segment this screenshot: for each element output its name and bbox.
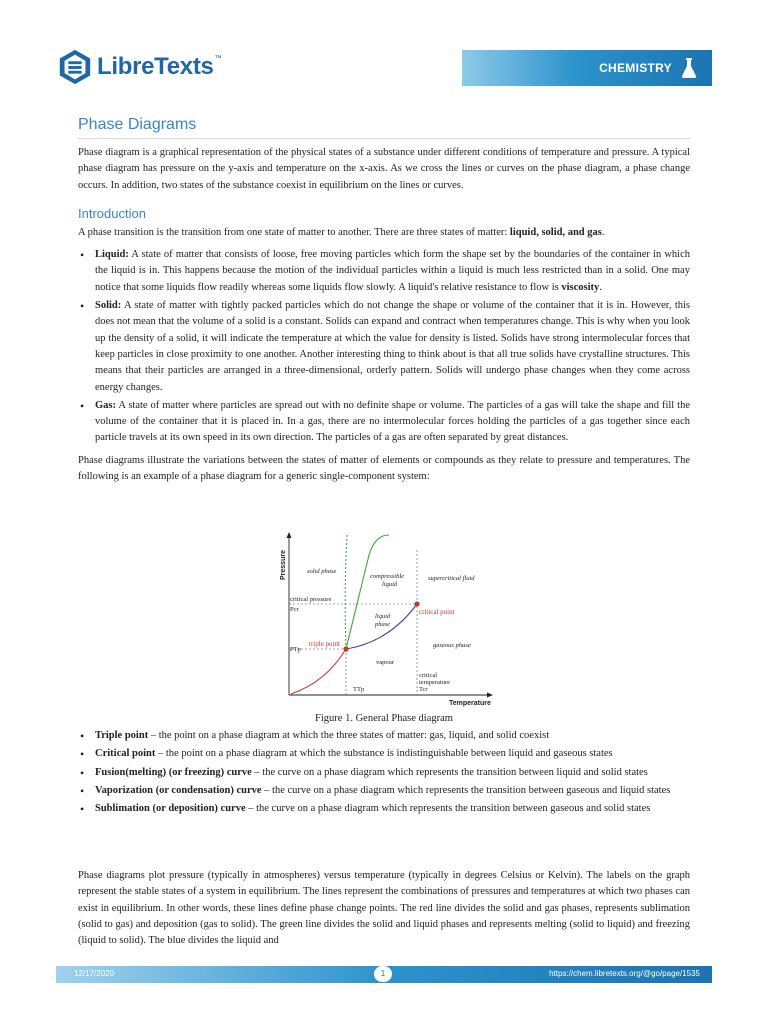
p-tp-label: PTp (290, 646, 301, 653)
logo-text: LibreTexts (97, 53, 214, 80)
definitions-list (78, 728, 690, 817)
page-title: Phase Diagrams (78, 116, 690, 139)
subject-label: CHEMISTRY (599, 61, 672, 75)
triple-point-marker (343, 646, 348, 651)
compressible-liquid-label-2: liquid (382, 581, 398, 588)
list-item-critical-point (78, 746, 690, 762)
lead-text: A phase transition is the transition from one state of matter to another. There are three states of matter: (78, 226, 510, 238)
triple-point-label: triple point (309, 640, 340, 648)
t-cr-label: Tcr (419, 686, 428, 693)
critical-temperature-label-2: temperature (419, 679, 451, 686)
page-number-badge: 1 (374, 966, 392, 982)
liquid-phase-label-1: liquid (375, 613, 391, 620)
footer-date: 12/17/2020 (74, 969, 115, 978)
list-item-solid (78, 298, 690, 396)
sublimation-curve (291, 649, 346, 694)
x-axis-label: Temperature (449, 700, 491, 707)
subject-banner[interactable] (462, 50, 712, 86)
term-triple-point: Triple point (95, 730, 149, 741)
term-gas: Gas: (95, 399, 116, 411)
sublimation-curve-definition: – the curve on a phase diagram which represents the transition between gaseous and solid states (245, 803, 651, 815)
term-liquid: Liquid: (95, 249, 129, 261)
page-footer (56, 966, 712, 983)
critical-point-label: critical point (419, 608, 455, 616)
lead-end: . (601, 226, 605, 238)
liquid-description: A state of matter that consists of loose, free moving particles which form the shape set by the boundaries of the container in which the liquid is in. This happens because the motion of the individual particles within a liquid is much less restricted than in a solid. One may notice that some liquids flow readily whereas some liquids flow slowly. A liquid's relative resistance to flow is (95, 249, 690, 293)
liquid-end: . (599, 281, 602, 293)
phase-diagram-paragraph: Phase diagrams illustrate the variations between the states of matter of elements or compounds as they relate to pressure and temperatures. The following is an example of a phase diagram for a generic single-component system: (78, 454, 690, 483)
lead-bold: liquid, solid, and gas (509, 226, 602, 238)
logo-trademark: ™ (214, 54, 222, 62)
figure-caption: Figure 1. General Phase diagram (315, 713, 453, 724)
libretexts-logo[interactable] (56, 48, 222, 86)
critical-pressure-label: critical pressure (290, 596, 332, 603)
introduction-lead (78, 225, 690, 241)
x-axis-arrow (487, 693, 493, 698)
term-solid: Solid: (95, 300, 122, 312)
gas-description: A state of matter where particles are spread out with no definite shape or volume. The particles of a gas will take the shape and fill the volume of the container that it is placed in. In a gas, there are no intermolecular forces holding the particles of a gas together since each particle travels at its own speed in its own direction. The particles of a gas are often separated by great distances. (95, 399, 690, 444)
critical-temperature-label-1: critical (419, 672, 438, 679)
supercritical-fluid-label: supercritical fluid (428, 575, 475, 582)
critical-point-definition: – the point on a phase diagram at which the substance is indistinguishable between liquid and gaseous states (155, 748, 613, 760)
term-sublimation-curve: Sublimation (or deposition) curve (95, 803, 246, 815)
y-axis-arrow (287, 532, 292, 538)
states-list (78, 247, 690, 447)
phase-diagram-svg (271, 530, 497, 710)
critical-point-marker (414, 601, 419, 606)
page-header (0, 0, 768, 120)
article-body (78, 116, 690, 485)
t-tp-label: TTp (353, 686, 365, 693)
list-item-fusion-curve (78, 765, 690, 781)
solid-description: A state of matter with tightly packed particles which do not change the shape or volume of the container that it is in. However, this does not mean that the volume of a solid is a constant. Solids can expand and contract when temperatures change. This is why when you look up the density of a solid, it will indicate the temperature at which the value for density is listed. Solids have strong intermolecular forces that keep particles in close proximity to one another. Another interesting thing to think about is that all true solids have crystalline structures. This means that their particles are arranged in a three-dimensional, orderly pattern. Solids will undergo phase changes when they come across energy changes. (95, 300, 690, 393)
flask-icon (680, 57, 698, 79)
intro-paragraph: Phase diagram is a graphical representation of the physical states of a substance under different conditions of temperature and pressure. A typical phase diagram has pressure on the y-axis and temperature on the x-axis. As we cross the lines or curves on the phase diagram, a phase change occurs. In addition, two states of the substance coexist in equilibrium on the lines or curves. (78, 147, 690, 191)
term-vaporization-curve: Vaporization (or condensation) curve (95, 784, 262, 796)
compressible-liquid-label-1: compressible (370, 573, 405, 580)
closing-paragraph: Phase diagrams plot pressure (typically in atmospheres) versus temperature (typically in degrees Celsius or Kelvin). The labels on the graph represent the stable states of a system in equilibrium. The lines represent the combinations of pressures and temperatures at which two phases can exist in equilibrium. In other words, these lines define phase change points. The red line divides the solid and gas phases, represents sublimation (solid to gas) and deposition (gas to solid). The green line divides the solid and liquid phases and represents melting (solid to liquid) and freezing (liquid to solid). The blue divides the liquid and (78, 870, 690, 947)
gaseous-phase-label: gaseous phase (433, 642, 471, 649)
footer-url-link[interactable]: https://chem.libretexts.org/@go/page/1535 (549, 969, 700, 978)
list-item-vaporization-curve (78, 783, 690, 799)
list-item-triple-point (78, 728, 690, 744)
p-cr-label: Pcr (290, 606, 299, 613)
term-critical-point: Critical point (95, 748, 156, 760)
term-fusion-curve: Fusion(melting) (or freezing) curve (95, 766, 252, 778)
libretexts-logo-icon (56, 48, 94, 86)
viscosity-term: viscosity (561, 281, 600, 293)
fusion-curve (346, 535, 389, 649)
vaporization-curve-definition: – the curve on a phase diagram which represents the transition between gaseous and liquid states (261, 784, 671, 796)
fusion-curve-definition: – the curve on a phase diagram which represents the transition between liquid and solid states (251, 766, 648, 778)
list-item-sublimation-curve (78, 801, 690, 817)
list-item-gas (78, 398, 690, 447)
triple-point-definition: – the point on a phase diagram at which the three states of matter: gas, liquid, and solid coexist (148, 730, 550, 741)
anomalous-fusion-curve (345, 535, 347, 649)
definitions-section (78, 728, 690, 819)
liquid-phase-label-2: phase (375, 621, 391, 628)
vapour-label: vapour (376, 659, 395, 666)
phase-diagram-figure (271, 530, 497, 710)
list-item-liquid (78, 247, 690, 296)
y-axis-label: Pressure (280, 550, 287, 580)
solid-phase-label: solid phase (307, 568, 337, 575)
section-heading-introduction: Introduction (78, 205, 146, 221)
